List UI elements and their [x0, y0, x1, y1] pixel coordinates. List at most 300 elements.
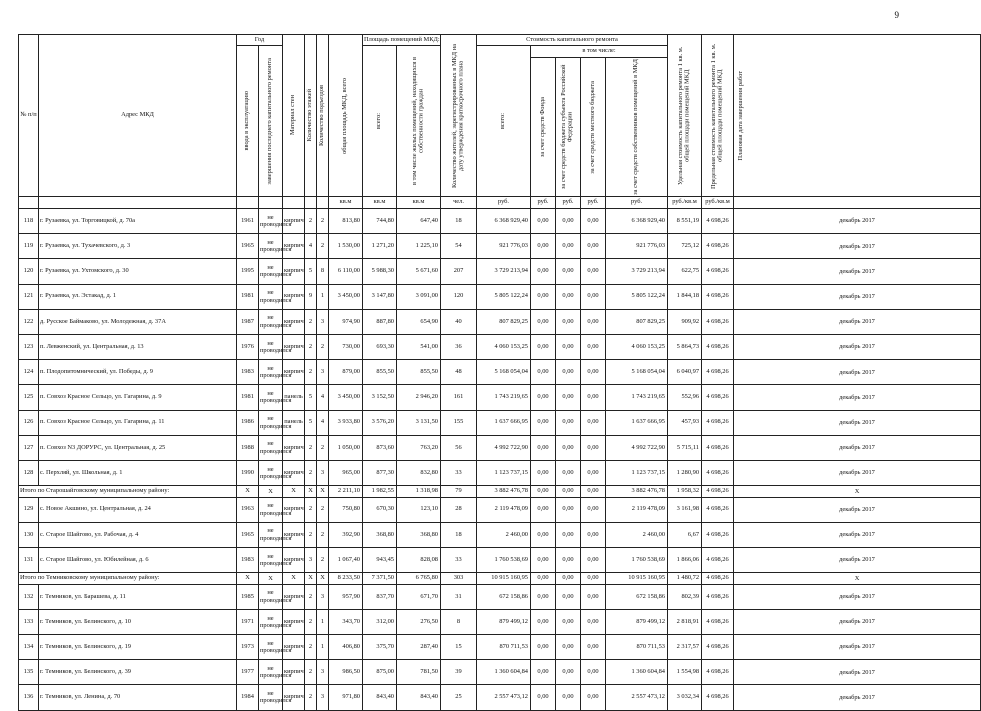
- cell-unit: 6,67: [668, 522, 702, 547]
- row-address: г. Темников, ул. Ленина, д. 70: [39, 685, 237, 710]
- cell-repair: не проводился: [259, 259, 283, 284]
- cell-area-all: 887,80: [363, 309, 397, 334]
- cell-fund: 0,00: [531, 486, 556, 498]
- cell-entr: 3: [317, 660, 329, 685]
- cell-area-all: 368,80: [363, 522, 397, 547]
- cell-cost: 921 776,03: [477, 234, 531, 259]
- header-address: Адрес МКД: [39, 35, 237, 197]
- cell-area-res: 671,70: [397, 584, 441, 609]
- cell-entr: 2: [317, 334, 329, 359]
- cell-subj: 0,00: [556, 486, 581, 498]
- cell-repair: не проводился: [259, 360, 283, 385]
- cell-local: 0,00: [581, 486, 606, 498]
- cell-date: декабрь 2017: [734, 522, 981, 547]
- cell-date: декабрь 2017: [734, 309, 981, 334]
- cell-area-res: 654,90: [397, 309, 441, 334]
- row-address: г. Темников, ул. Белинского, д. 10: [39, 609, 237, 634]
- cell-residents: 48: [441, 360, 477, 385]
- row-address: п. Совхоз N3 ДОРУРС, ул. Центральная, д. 25: [39, 435, 237, 460]
- cell-total-area: 986,50: [329, 660, 363, 685]
- total-label: Итого по Старошайговскому муниципальному району:: [19, 486, 237, 498]
- cell-date: декабрь 2017: [734, 209, 981, 234]
- total-label: Итого по Темниковскому муниципальному району:: [19, 573, 237, 585]
- cell-area-all: 375,70: [363, 635, 397, 660]
- cell-floors: 2: [305, 360, 317, 385]
- cell-material: кирпич: [283, 635, 305, 660]
- cell-max: 4 698,26: [702, 573, 734, 585]
- unit-cell: кв.м: [329, 197, 363, 209]
- cell-year: 1995: [237, 259, 259, 284]
- cell-year: 1965: [237, 234, 259, 259]
- cell-cost: 6 368 929,40: [477, 209, 531, 234]
- cell-subj: 0,00: [556, 259, 581, 284]
- cell-year: 1983: [237, 360, 259, 385]
- cell-date: декабрь 2017: [734, 385, 981, 410]
- header-cost-fund: за счет средств Фонда: [531, 57, 556, 196]
- cell-local: 0,00: [581, 635, 606, 660]
- row-address: г. Темников, ул. Барашева, д. 11: [39, 584, 237, 609]
- cell-repair: не проводился: [259, 609, 283, 634]
- table-row: [19, 360, 981, 385]
- cell-local: 0,00: [581, 547, 606, 572]
- cell-floors: 2: [305, 609, 317, 634]
- cell-owners: 5 805 122,24: [606, 284, 668, 309]
- table-row: [19, 609, 981, 634]
- table-row: [19, 410, 981, 435]
- cell-repair: не проводился: [259, 284, 283, 309]
- table-row: [19, 309, 981, 334]
- cell-entr: 2: [317, 435, 329, 460]
- row-address: д. Русское Баймаково, ул. Молодежная, д. 37А: [39, 309, 237, 334]
- cell-unit: 552,96: [668, 385, 702, 410]
- row-number: 133: [19, 609, 39, 634]
- cell-year: 1981: [237, 284, 259, 309]
- cell-unit: 725,12: [668, 234, 702, 259]
- cell-total-area: 343,70: [329, 609, 363, 634]
- cell-area-res: 287,40: [397, 635, 441, 660]
- row-number: 124: [19, 360, 39, 385]
- total-row: [19, 573, 981, 585]
- unit-cell: руб.: [581, 197, 606, 209]
- cell-local: 0,00: [581, 435, 606, 460]
- cell-residents: 33: [441, 460, 477, 485]
- cell-area-all: 875,00: [363, 660, 397, 685]
- table-row: [19, 234, 981, 259]
- cell-max: 4 698,26: [702, 259, 734, 284]
- cell-residents: 25: [441, 685, 477, 710]
- row-number: 135: [19, 660, 39, 685]
- cell-unit: 3 032,34: [668, 685, 702, 710]
- cell-max: 4 698,26: [702, 234, 734, 259]
- cell-total-area: 971,80: [329, 685, 363, 710]
- cell-owners: 921 776,03: [606, 234, 668, 259]
- row-number: 119: [19, 234, 39, 259]
- cell-local: 0,00: [581, 573, 606, 585]
- row-address: с. Новое Акшино, ул. Центральная, д. 24: [39, 497, 237, 522]
- cell-unit: 802,39: [668, 584, 702, 609]
- cell-owners: 807 829,25: [606, 309, 668, 334]
- cell-year: 1976: [237, 334, 259, 359]
- cell-total-area: 3 933,80: [329, 410, 363, 435]
- cell-year: 1990: [237, 460, 259, 485]
- cell-subj: 0,00: [556, 497, 581, 522]
- cell-cost: 1 123 737,15: [477, 460, 531, 485]
- cell-total-area: 730,00: [329, 334, 363, 359]
- cell-floors: 2: [305, 522, 317, 547]
- cell-year: 1961: [237, 209, 259, 234]
- cell-unit: 1 554,98: [668, 660, 702, 685]
- cell-fund: 0,00: [531, 435, 556, 460]
- cell-unit: 1 280,90: [668, 460, 702, 485]
- cell-year: 1963: [237, 497, 259, 522]
- cell-fund: 0,00: [531, 522, 556, 547]
- unit-cell: кв.м: [363, 197, 397, 209]
- row-number: 130: [19, 522, 39, 547]
- cell-max: 4 698,26: [702, 685, 734, 710]
- row-number: 123: [19, 334, 39, 359]
- table-row: [19, 635, 981, 660]
- cell-subj: 0,00: [556, 410, 581, 435]
- header-max-cost: Предельная стоимость капитального ремонта 1 кв. м. общей площади помещений МКД: [702, 35, 734, 197]
- header-unit-cost: Удельная стоимость капитального ремонта 1 кв. м. общей площади помещений МКД: [668, 35, 702, 197]
- cell-material: кирпич: [283, 609, 305, 634]
- cell-entr: X: [317, 573, 329, 585]
- cell-area-all: 855,50: [363, 360, 397, 385]
- row-address: г. Темников, ул. Белинского, д. 39: [39, 660, 237, 685]
- cell-fund: 0,00: [531, 547, 556, 572]
- cell-local: 0,00: [581, 360, 606, 385]
- cell-owners: 2 460,00: [606, 522, 668, 547]
- unit-cell: руб.: [477, 197, 531, 209]
- cell-material: X: [283, 486, 305, 498]
- cell-year: 1987: [237, 309, 259, 334]
- cell-area-res: 3 091,00: [397, 284, 441, 309]
- cell-unit: 457,93: [668, 410, 702, 435]
- cell-total-area: 392,90: [329, 522, 363, 547]
- cell-max: 4 698,26: [702, 309, 734, 334]
- page-number: 9: [894, 10, 899, 20]
- cell-unit: 5 864,73: [668, 334, 702, 359]
- cell-area-all: 877,30: [363, 460, 397, 485]
- cell-fund: 0,00: [531, 234, 556, 259]
- cell-repair: не проводился: [259, 547, 283, 572]
- header-floors: Количество этажей: [305, 35, 317, 197]
- header-residents: Количество жителей, зарегистрированных в МКД на дату утверждения краткосрочного плана: [441, 35, 477, 197]
- row-number: 118: [19, 209, 39, 234]
- cell-local: 0,00: [581, 609, 606, 634]
- cell-max: 4 698,26: [702, 334, 734, 359]
- cell-area-res: 541,00: [397, 334, 441, 359]
- cell-material: кирпич: [283, 209, 305, 234]
- cell-date: декабрь 2017: [734, 435, 981, 460]
- cell-area-res: 276,50: [397, 609, 441, 634]
- cell-area-all: 3 147,80: [363, 284, 397, 309]
- cell-max: 4 698,26: [702, 360, 734, 385]
- cell-residents: 31: [441, 584, 477, 609]
- cell-floors: 4: [305, 234, 317, 259]
- header-cost-including: в том числе:: [531, 46, 668, 58]
- cell-total-area: 957,90: [329, 584, 363, 609]
- cell-unit: 2 317,57: [668, 635, 702, 660]
- cell-subj: 0,00: [556, 435, 581, 460]
- cell-repair: не проводился: [259, 497, 283, 522]
- cell-unit: 1 866,06: [668, 547, 702, 572]
- header-cost-local-budget: за счет средств местного бюджета: [581, 57, 606, 196]
- cell-owners: 5 168 054,04: [606, 360, 668, 385]
- row-address: п. Плодопитомнический, ул. Победы, д. 9: [39, 360, 237, 385]
- cell-total-area: 1 530,00: [329, 234, 363, 259]
- cell-date: декабрь 2017: [734, 334, 981, 359]
- row-address: с. Старое Шайгово, ул. Рабочая, д. 4: [39, 522, 237, 547]
- cell-fund: 0,00: [531, 635, 556, 660]
- cell-area-res: 647,40: [397, 209, 441, 234]
- cell-entr: 4: [317, 385, 329, 410]
- cell-floors: 9: [305, 284, 317, 309]
- cell-cost: 2 460,00: [477, 522, 531, 547]
- row-address: г. Рузаевка, ул. Тухачевского, д. 3: [39, 234, 237, 259]
- cell-max: 4 698,26: [702, 284, 734, 309]
- cell-area-res: 763,20: [397, 435, 441, 460]
- cell-max: 4 698,26: [702, 410, 734, 435]
- header-area-residential: в том числе жилых помещений, находящихся в собственности граждан: [397, 46, 441, 197]
- cell-total-area: 3 450,00: [329, 284, 363, 309]
- cell-material: кирпич: [283, 584, 305, 609]
- cell-fund: 0,00: [531, 360, 556, 385]
- cell-local: 0,00: [581, 660, 606, 685]
- cell-subj: 0,00: [556, 573, 581, 585]
- cell-floors: X: [305, 486, 317, 498]
- cell-cost: 807 829,25: [477, 309, 531, 334]
- row-address: г. Рузаевка, ул. Торговицкой, д. 70а: [39, 209, 237, 234]
- cell-local: 0,00: [581, 234, 606, 259]
- table-row: [19, 284, 981, 309]
- cell-subj: 0,00: [556, 209, 581, 234]
- row-address: с. Старое Шайгово, ул. Юбилейная, д. 6: [39, 547, 237, 572]
- cell-year: 1981: [237, 385, 259, 410]
- cell-local: 0,00: [581, 522, 606, 547]
- cell-max: 4 698,26: [702, 660, 734, 685]
- cell-unit: 8 551,19: [668, 209, 702, 234]
- cell-date: X: [734, 573, 981, 585]
- cell-cost: 1 637 666,95: [477, 410, 531, 435]
- cell-local: 0,00: [581, 584, 606, 609]
- cell-cost: 5 805 122,24: [477, 284, 531, 309]
- row-number: 136: [19, 685, 39, 710]
- cell-floors: 5: [305, 385, 317, 410]
- cell-max: 4 698,26: [702, 609, 734, 634]
- cell-subj: 0,00: [556, 460, 581, 485]
- cell-max: 4 698,26: [702, 460, 734, 485]
- cell-cost: 1 760 538,69: [477, 547, 531, 572]
- cell-entr: 3: [317, 460, 329, 485]
- cell-material: кирпич: [283, 497, 305, 522]
- cell-area-res: 781,50: [397, 660, 441, 685]
- cell-area-all: 312,00: [363, 609, 397, 634]
- cell-subj: 0,00: [556, 334, 581, 359]
- cell-area-res: 843,40: [397, 685, 441, 710]
- table-row: [19, 685, 981, 710]
- cell-year: 1984: [237, 685, 259, 710]
- cell-floors: 2: [305, 460, 317, 485]
- cell-unit: 1 844,18: [668, 284, 702, 309]
- cell-repair: не проводился: [259, 209, 283, 234]
- cell-total-area: 813,80: [329, 209, 363, 234]
- cell-area-res: 6 765,80: [397, 573, 441, 585]
- cell-entr: 2: [317, 522, 329, 547]
- cell-date: декабрь 2017: [734, 547, 981, 572]
- cell-material: кирпич: [283, 284, 305, 309]
- cell-repair: не проводился: [259, 410, 283, 435]
- cell-residents: 120: [441, 284, 477, 309]
- unit-cell: руб.: [556, 197, 581, 209]
- row-number: 128: [19, 460, 39, 485]
- row-number: 131: [19, 547, 39, 572]
- unit-cell: руб./кв.м: [702, 197, 734, 209]
- cell-material: кирпич: [283, 309, 305, 334]
- cell-date: декабрь 2017: [734, 635, 981, 660]
- cell-year: 1971: [237, 609, 259, 634]
- cell-year: X: [237, 486, 259, 498]
- cell-year: 1965: [237, 522, 259, 547]
- cell-repair: не проводился: [259, 234, 283, 259]
- cell-floors: 5: [305, 410, 317, 435]
- cell-cost: 5 168 054,04: [477, 360, 531, 385]
- row-number: 134: [19, 635, 39, 660]
- unit-cell: руб.: [606, 197, 668, 209]
- row-address: с. Перхляй, ул. Школьная, д. 1: [39, 460, 237, 485]
- cell-material: панель: [283, 410, 305, 435]
- cell-owners: 1 760 538,69: [606, 547, 668, 572]
- cell-residents: 79: [441, 486, 477, 498]
- cell-local: 0,00: [581, 460, 606, 485]
- table-row: [19, 385, 981, 410]
- cell-total-area: 2 211,10: [329, 486, 363, 498]
- cell-date: декабрь 2017: [734, 410, 981, 435]
- cell-subj: 0,00: [556, 309, 581, 334]
- cell-year: 1983: [237, 547, 259, 572]
- cell-area-res: 1 318,98: [397, 486, 441, 498]
- row-number: 129: [19, 497, 39, 522]
- cell-owners: 1 360 604,84: [606, 660, 668, 685]
- row-address: п. Совхоз Красное Сельцо, ул. Гагарина, д. 11: [39, 410, 237, 435]
- cell-repair: не проводился: [259, 309, 283, 334]
- cell-floors: 2: [305, 635, 317, 660]
- cell-area-all: 873,60: [363, 435, 397, 460]
- cell-entr: 2: [317, 234, 329, 259]
- cell-date: декабрь 2017: [734, 234, 981, 259]
- cell-entr: 2: [317, 209, 329, 234]
- header-cost-subject-budget: за счет средств бюджета субъекта Российской Федерации: [556, 57, 581, 196]
- cell-max: 4 698,26: [702, 497, 734, 522]
- cell-fund: 0,00: [531, 573, 556, 585]
- cell-floors: 2: [305, 584, 317, 609]
- table-row: [19, 497, 981, 522]
- cell-area-res: 1 225,10: [397, 234, 441, 259]
- repair-plan-table: [18, 34, 981, 711]
- cell-floors: 3: [305, 547, 317, 572]
- cell-fund: 0,00: [531, 284, 556, 309]
- cell-material: кирпич: [283, 435, 305, 460]
- cell-area-res: 832,80: [397, 460, 441, 485]
- cell-cost: 2 119 478,09: [477, 497, 531, 522]
- cell-repair: не проводился: [259, 635, 283, 660]
- cell-entr: 3: [317, 584, 329, 609]
- cell-repair: не проводился: [259, 660, 283, 685]
- cell-date: декабрь 2017: [734, 660, 981, 685]
- cell-subj: 0,00: [556, 522, 581, 547]
- cell-max: 4 698,26: [702, 209, 734, 234]
- cell-area-res: 5 671,60: [397, 259, 441, 284]
- cell-unit: 6 040,97: [668, 360, 702, 385]
- cell-total-area: 1 067,40: [329, 547, 363, 572]
- table-row: [19, 584, 981, 609]
- cell-local: 0,00: [581, 385, 606, 410]
- row-number: 132: [19, 584, 39, 609]
- cell-fund: 0,00: [531, 309, 556, 334]
- cell-fund: 0,00: [531, 334, 556, 359]
- header-premises-area-group: Площадь помещений МКД:: [363, 35, 441, 46]
- cell-max: 4 698,26: [702, 584, 734, 609]
- header-year-group: Год: [237, 35, 283, 46]
- cell-cost: 3 882 476,78: [477, 486, 531, 498]
- cell-entr: 3: [317, 360, 329, 385]
- cell-max: 4 698,26: [702, 635, 734, 660]
- cell-area-all: 744,80: [363, 209, 397, 234]
- cell-residents: 18: [441, 209, 477, 234]
- cell-cost: 3 729 213,94: [477, 259, 531, 284]
- cell-fund: 0,00: [531, 609, 556, 634]
- cell-owners: 4 060 153,25: [606, 334, 668, 359]
- cell-date: декабрь 2017: [734, 584, 981, 609]
- table-row: [19, 522, 981, 547]
- cell-owners: 870 711,53: [606, 635, 668, 660]
- cell-unit: 1 480,72: [668, 573, 702, 585]
- cell-area-res: 828,08: [397, 547, 441, 572]
- cell-unit: 3 161,98: [668, 497, 702, 522]
- cell-material: X: [283, 573, 305, 585]
- cell-material: кирпич: [283, 660, 305, 685]
- cell-residents: 303: [441, 573, 477, 585]
- cell-subj: 0,00: [556, 685, 581, 710]
- cell-fund: 0,00: [531, 209, 556, 234]
- cell-residents: 56: [441, 435, 477, 460]
- cell-area-res: 368,80: [397, 522, 441, 547]
- cell-subj: 0,00: [556, 584, 581, 609]
- cell-year: 1973: [237, 635, 259, 660]
- header-wall-material: Материал стен: [283, 35, 305, 197]
- cell-local: 0,00: [581, 410, 606, 435]
- cell-repair: не проводился: [259, 685, 283, 710]
- cell-unit: 909,92: [668, 309, 702, 334]
- cell-area-all: 7 371,50: [363, 573, 397, 585]
- cell-owners: 2 119 478,09: [606, 497, 668, 522]
- table-row: [19, 660, 981, 685]
- cell-cost: 672 158,86: [477, 584, 531, 609]
- cell-floors: X: [305, 573, 317, 585]
- cell-owners: 2 557 473,12: [606, 685, 668, 710]
- cell-owners: 10 915 160,95: [606, 573, 668, 585]
- cell-total-area: 879,00: [329, 360, 363, 385]
- cell-date: декабрь 2017: [734, 259, 981, 284]
- cell-area-res: 2 946,20: [397, 385, 441, 410]
- cell-residents: 54: [441, 234, 477, 259]
- cell-repair: не проводился: [259, 385, 283, 410]
- cell-local: 0,00: [581, 259, 606, 284]
- header-entrances: Количество подъездов: [317, 35, 329, 197]
- cell-material: кирпич: [283, 685, 305, 710]
- row-number: 121: [19, 284, 39, 309]
- cell-cost: 879 499,12: [477, 609, 531, 634]
